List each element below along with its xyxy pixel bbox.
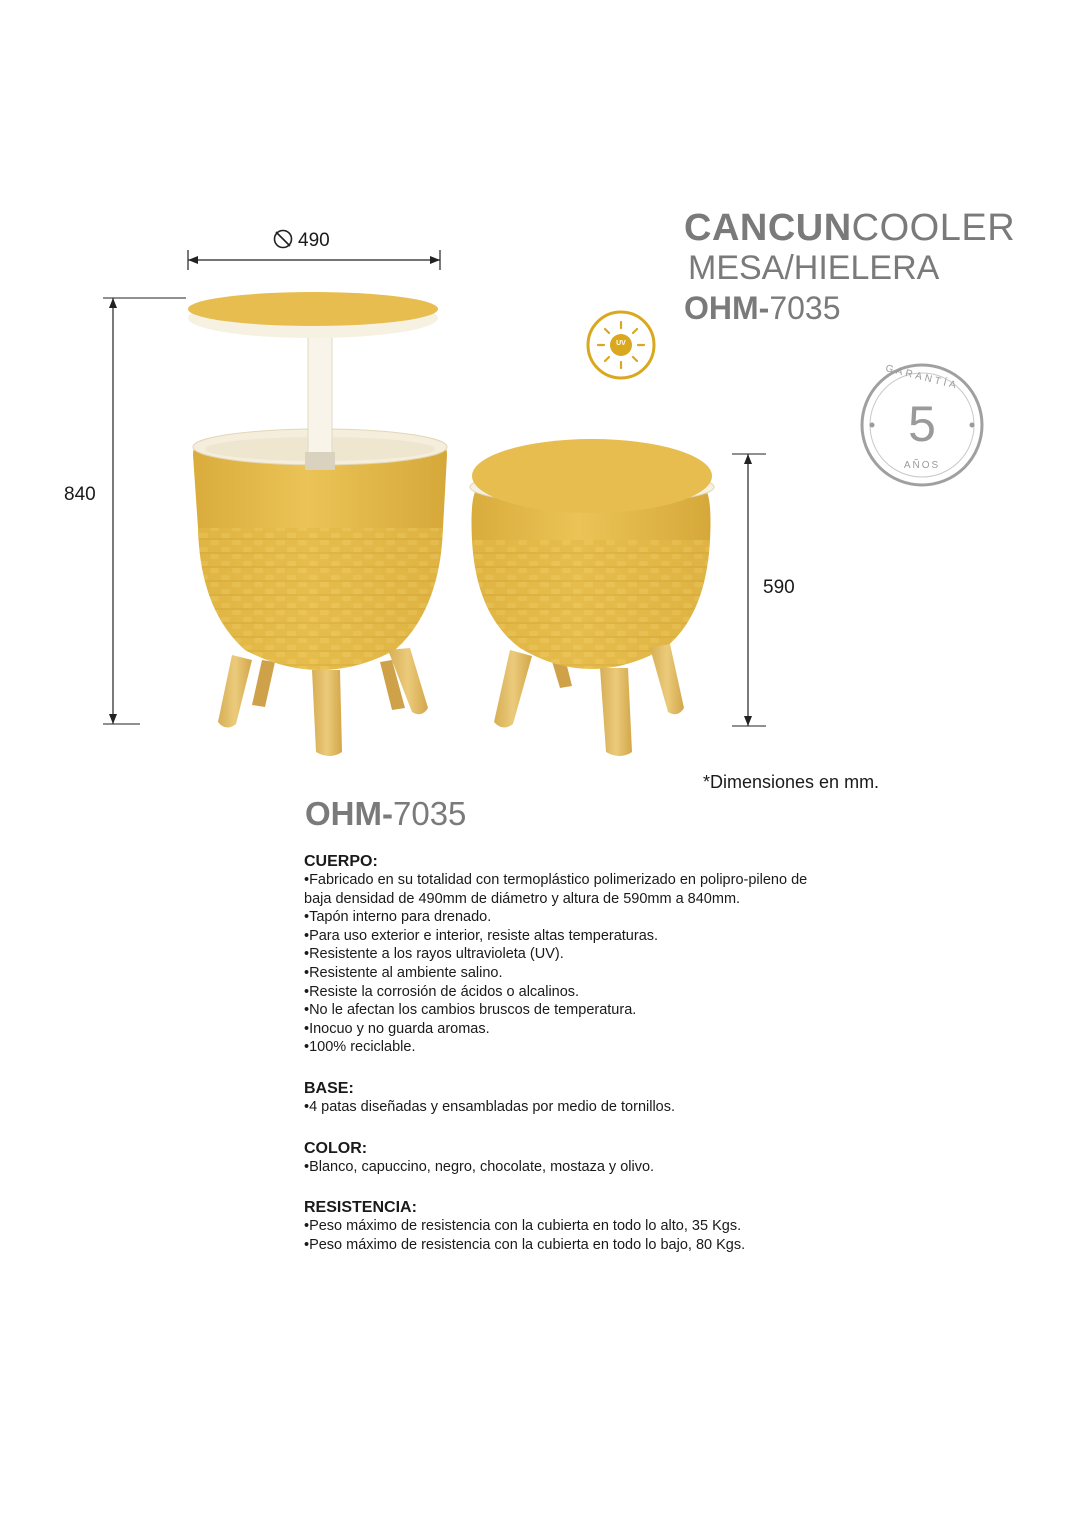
model-prefix: OHM- xyxy=(684,290,770,326)
spec-section-title: CUERPO: xyxy=(304,853,378,870)
model-heading-number: 7035 xyxy=(392,795,467,832)
model-heading-prefix: OHM- xyxy=(305,795,393,832)
spec-section xyxy=(304,1139,824,1177)
spec-section xyxy=(304,1079,824,1117)
model-number: 7035 xyxy=(769,290,841,326)
uv-label: UV xyxy=(616,340,626,347)
spec-line: •Para uso exterior e interior, resiste altas temperaturas. xyxy=(304,927,659,944)
spec-line: •Blanco, capuccino, negro, chocolate, mostaza y olivo. xyxy=(304,1158,655,1175)
product-subtitle: MESA/HIELERA xyxy=(688,249,940,287)
spec-line: •Tapón interno para drenado. xyxy=(304,909,492,926)
spec-section xyxy=(304,1198,824,1254)
spec-line: •100% reciclable. xyxy=(304,1039,416,1056)
spec-line: •Fabricado en su totalidad con termoplástico polimerizado en polipro-pileno de baja densidad de 490mm de diámetro y altura de 590mm a 840mm. xyxy=(304,872,808,907)
diameter-label: 490 xyxy=(298,230,330,251)
spec-line: •Resistente al ambiente salino. xyxy=(304,964,503,981)
spec-section-title: RESISTENCIA: xyxy=(304,1199,417,1217)
spec-section-title: BASE: xyxy=(304,1079,354,1097)
title-brand-bold: CANCUN xyxy=(684,207,852,249)
height-840-dimension xyxy=(103,298,186,724)
warranty-top-label: GARANTÍA xyxy=(884,363,960,392)
specifications xyxy=(304,852,824,1276)
spec-line: •4 patas diseñadas y ensambladas por medio de tornillos. xyxy=(304,1098,676,1115)
spec-section xyxy=(304,852,824,1057)
cooler-raised-table xyxy=(188,292,447,756)
diameter-icon xyxy=(275,231,292,248)
spec-line: •Resistente a los rayos ultravioleta (UV). xyxy=(304,946,564,963)
warranty-number: 5 xyxy=(908,396,936,452)
model-heading xyxy=(305,795,466,833)
warranty-bottom-label: AÑOS xyxy=(903,460,941,471)
spec-line: •Resiste la corrosión de ácidos o alcalinos. xyxy=(304,983,580,1000)
height-590-label: 590 xyxy=(763,577,795,598)
dimensions-note: *Dimensiones en mm. xyxy=(703,772,880,792)
spec-section-title: COLOR: xyxy=(304,1139,368,1157)
spec-line: •Peso máximo de resistencia con la cubierta en todo lo alto, 35 Kgs. xyxy=(304,1218,742,1235)
cooler-closed-table xyxy=(470,439,714,756)
title-brand-light: COOLER xyxy=(851,207,1016,249)
height-840-label: 840 xyxy=(64,484,96,505)
spec-line: •Peso máximo de resistencia con la cubierta en todo lo bajo, 80 Kgs. xyxy=(304,1236,746,1253)
spec-line: •Inocuo y no guarda aromas. xyxy=(304,1020,490,1037)
spec-line: •No le afectan los cambios bruscos de temperatura. xyxy=(304,1002,637,1019)
height-590-dimension xyxy=(732,454,766,726)
